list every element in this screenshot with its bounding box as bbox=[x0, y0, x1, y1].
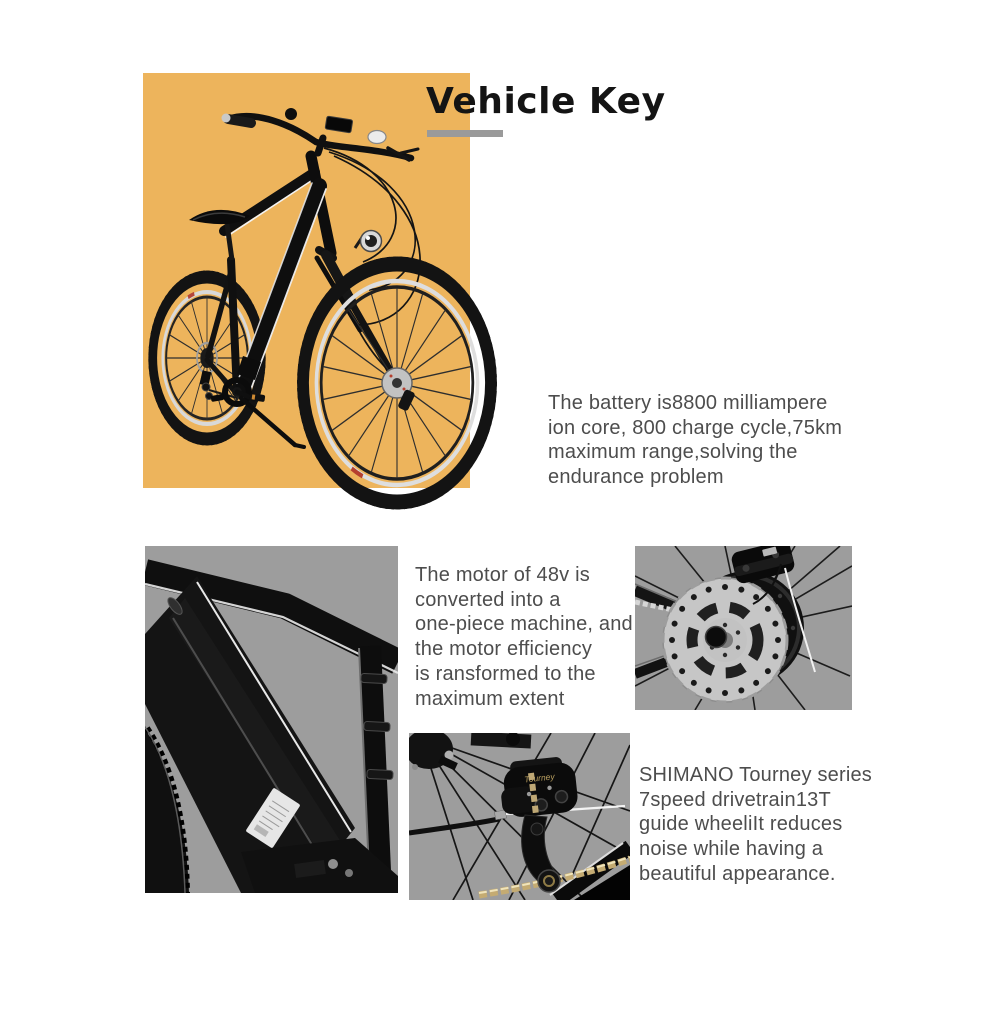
kickstand bbox=[241, 398, 304, 447]
title-underline bbox=[427, 130, 503, 137]
text-line: The battery is8800 milliampere bbox=[548, 392, 828, 414]
text-line: converted into a bbox=[415, 588, 561, 611]
disc-rotor bbox=[663, 578, 787, 702]
derailleur-brand-label: Tourney bbox=[523, 771, 556, 785]
frame-battery-photo bbox=[145, 546, 398, 893]
motor-description bbox=[415, 563, 633, 711]
text-line: one-piece machine, and bbox=[415, 613, 633, 636]
rear-derailleur bbox=[200, 370, 213, 399]
text-line: is ransformed to the bbox=[415, 662, 596, 685]
page-title: Vehicle Key bbox=[426, 81, 666, 122]
front-disc-brake bbox=[382, 368, 416, 412]
text-line: ion core, 800 charge cycle,75km bbox=[548, 416, 843, 439]
cable-ferrule bbox=[494, 810, 506, 820]
text-line: The motor of 48v is bbox=[415, 564, 590, 586]
text-line: noise while having a bbox=[639, 838, 824, 861]
text-line: maximum range,solving the bbox=[548, 441, 798, 464]
disc-brake-photo bbox=[635, 546, 852, 710]
text-line: SHIMANO Tourney series bbox=[639, 764, 872, 786]
text-line: endurance problem bbox=[548, 466, 724, 489]
axle-nut bbox=[706, 627, 727, 648]
hero-bike-photo bbox=[105, 90, 525, 540]
saddle bbox=[189, 210, 250, 260]
drivetrain-description bbox=[639, 763, 872, 887]
handlebar bbox=[222, 108, 419, 160]
headlight bbox=[355, 231, 382, 252]
text-line: maximum extent bbox=[415, 687, 565, 710]
brake-lever bbox=[401, 149, 418, 153]
grip-end-cap bbox=[222, 114, 231, 123]
text-line: the motor efficiency bbox=[415, 638, 593, 661]
derailleur-photo bbox=[409, 733, 630, 900]
text-line: guide wheeliIt reduces bbox=[639, 813, 843, 836]
bell bbox=[285, 108, 297, 120]
handlebar-light bbox=[368, 131, 386, 144]
text-line: beautiful appearance. bbox=[639, 862, 836, 885]
text-line: 7speed drivetrain13T bbox=[639, 788, 831, 811]
battery-description bbox=[548, 391, 842, 490]
display-screen bbox=[325, 116, 353, 133]
